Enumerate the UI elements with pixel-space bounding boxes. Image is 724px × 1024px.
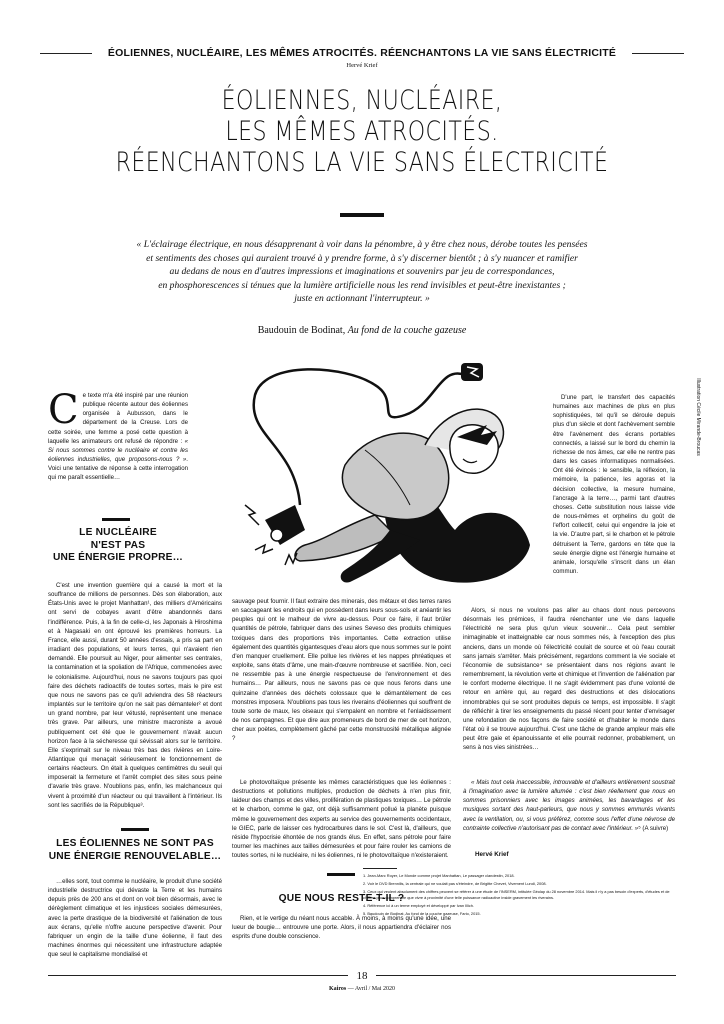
footnote: 3. Ceux qui veulent absolument des chiffres peuvent se référer à une étude de l'INSERM, intitulée Géolap du 28 novembre 2014. Mais il n'y a pas besoin d'experts, d'études et de chiffres pour comprendre que vivre à proximité d'une telle puissance radioactive inside gravement les riverains.: [363, 889, 670, 900]
heading-line: LE NUCLÉAIRE: [79, 527, 157, 538]
wind-paragraph: …elles sont, tout comme le nucléaire, le produit d'une société industrielle destructrice qui dévaste la Terre et les humains depuis près de 200 ans et dont on voit bien désormais, avec le dérèglement climatique et les injustices sociales démesurées, avec la perte drastique de la biodiversité et l'aliénation de tous aux écrans, qu'elle n'offre aucune perspective d'avenir. Pour fabriquer un engin de la taille d'une éolienne, il faut des machines énormes qui nécessitent une infrastructure adaptée que seul le capitalisme mondialisé et: [48, 878, 222, 959]
running-header-title: ÉOLIENNES, NUCLÉAIRE, LES MÊMES ATROCITÉS. RÉENCHANTONS LA VIE SANS ÉLECTRICITÉ: [107, 47, 617, 59]
heading-line: UNE ÉNERGIE RENOUVELABLE…: [48, 850, 222, 862]
heading-bar: [121, 828, 149, 831]
intro-text: e texte m'a été inspiré par une réunion publique récente autour des éoliennes organisée à Aubusson, dans le département de la Creuse. Lors de cette soirée, une femme a posé cette question à laquelle les animateurs ont refusé de répondre :: [48, 392, 188, 445]
dropcap: C: [48, 387, 79, 433]
footnotes-rule: [363, 868, 397, 869]
title-line: LES MÊMES ATROCITÉS.: [225, 116, 499, 147]
epigraph-author: Baudouin de Bodinat,: [257, 325, 346, 336]
intro-text-end: . Voici une tentative de réponse à cette interrogation qui me paraît essentielle…: [48, 456, 188, 482]
article-title: [98, 85, 626, 178]
right-quote: [463, 778, 675, 844]
nuclear-paragraph: C'est une invention guerrière qui a causé la mort et la souffrance de millions de personnes. Dès son élaboration, aux États-Unis avec le projet Manhattan¹, des milliers d'Américains ont servi de cobayes avant d'être abandonnés dans l'indifférence. Puis, à la fin de celle-ci, les Japonais à Hiroshima et à Nagasaki en ont éprouvé les premières horreurs. La France, elle aussi, durant 50 années d'essais, a pris sa part en irradiant des populations, et leurs terres, qui n'avaient rien demandé. Elle poursuit au Niger, pour alimenter ses centrales, la contamination et la spoliation de l'Afrique, commencées avec le colonialisme. Aujourd'hui, nous ne savons toujours pas quoi faire des déchets radioactifs de toutes sortes, mais le pire est que nous ne savons pas ce qu'il adviendra des 58 réacteurs implantés sur le territoire qu'on ne sait pas démanteler² et dont un grand nombre, par leur vétusté, représentent une menace très grave. Par ailleurs, une ministre macroniste a avoué publiquement cet été que le gouvernement n'avait aucun horizon face à la sécheresse qui sévissait alors sur le territoire. Elle s'exprimait sur le niveau très bas des rivières en Loire-Atlantique qui menaçait sérieusement le fonctionnement de certains réacteurs. On était à quelques centimètres du seuil qui imposerait la fermeture et l'arrêt complet des sites sous peine d'avarie très grave. N'oublions pas, enfin, les malchanceux qui vivent à proximité d'un réacteur ou qui travaillent à l'intérieur. Ils sont les sacrifiés de la République³.: [48, 582, 222, 809]
epigraph-work: Au fond de la couche gazeuse: [347, 325, 467, 336]
middle-paragraph: Le photovoltaïque présente les mêmes caractéristiques que les éoliennes : destructions et pollutions multiples, production de déchets à n'en plus finir, laideur des champs et des villes, prolifération de plastiques toxiques… Le pétrole et le charbon, comme le gaz, ont déjà suffisamment pollué la planète puisque même le gouvernement des experts au service des gouvernements occidentaux, le GIEC, parle de laisser ces hydrocarbures dans le sol. C'est là, d'ailleurs, que réside l'hypocrisie éhontée de nos grands élus. En effet, sans pétrole pour faire tourner les machines aux tailles démesurées et pour faire rouler les camions de toutes sortes, ni le nucléaire, ni les éoliennes, ni le photovoltaïque n'existeraient.: [232, 779, 451, 860]
heading-nuclear: [48, 527, 188, 565]
illustration: [225, 355, 545, 600]
illustration-credit: [688, 350, 701, 490]
intro-quote: « Si nous sommes contre le nucléaire et contre les éoliennes industrielles, que proposons-nous ? »: [48, 437, 188, 464]
title-line: ÉOLIENNES, NUCLÉAIRE,: [221, 85, 503, 116]
right-quote-text: « Mais tout cela inaccessible, introuvable et d'ailleurs entièrement soustrait à l'imagination avec la lumière allumée : c'est bien réellement que nous en sommes prisonniers avec les images animées, les bavardages et les musiques sortant des haut-parleurs, que nous y sommes emmurés vivants avec la ventilation, ou, si vous préférez, comme sous l'effet d'une névrose de contrainte collective n'autorisant pas de contact avec l'intérieur. »: [463, 779, 675, 832]
right-text-b: [463, 606, 675, 770]
middle-paragraph: Rien, et le vertige du néant nous accable. À moins, à moins qu'une idée, une lueur de bougie… entrouvre une porte. Alors, il nous appartiendra d'éclairer nos esprits d'une double conscience.: [232, 915, 451, 941]
footnote: 1. Jean-Marc Royer, Le Monde comme projet Manhattan, Le passager clandestin, 2018.: [363, 873, 515, 878]
footnote: 4. Référence ici à un terme employé et développé par Ivan Illich.: [363, 903, 474, 909]
epigraph-line: en phosphorescences si ténues que la lumière artificielle nous les rend invisibles et peut-être inexistantes ;: [158, 279, 566, 291]
heading-bar: [327, 873, 355, 876]
epigraph-line: au dedans de nous en d'autres impressions et imaginations et souvenirs par jeu de correspondances,: [169, 266, 555, 278]
heading-line: LES ÉOLIENNES NE SONT PAS: [56, 838, 214, 849]
right-quote-suffix: ⁵ (A suivre): [638, 824, 669, 832]
epigraph-line: juste en actionnant l'interrupteur. »: [294, 293, 430, 305]
middle-text-c: [232, 914, 451, 954]
spark-icon: [245, 505, 259, 525]
heading-what-remains: QUE NOUS RESTE-T-IL ?: [278, 893, 405, 904]
epigraph-source: [0, 325, 724, 336]
intro-column: [48, 387, 188, 509]
magazine-name: Kairos: [329, 986, 347, 992]
right-paragraph: Alors, si nous ne voulons pas aller au chaos dont nous percevons désormais les prémices, il faudra réenchanter une vie dans laquelle l'électricité ne sera plus qu'un vieux souvenir… Cela peut sembler inimaginable et inatteignable car nous sommes nés, à l'exception des plus anciens, dans un monde où l'électricité coulait de source et où l'eau courait sans jamais s'arrêter. Mais précisément, regardons comment la vie sociale et l'économie de subsistance⁴ se présentaient dans nos régions avant le remembrement, la révolution verte et chimique et l'invention de l'aliénation par le confort moderne électrique. Il ne s'agit évidemment pas d'une volonté de retour en arrière qui, au regard des destructions et des dislocations innombrables qui se sont produites depuis ce temps, est impossible. Il s'agit de réfléchir à tirer les enseignements du passé récent pour tenter d'envisager une refondation de nos façons de faire société et d'habiter le monde dans l'état où il se trouve aujourd'hui. C'est une tâche de grande ampleur mais elle peut être gaie et épanouissante et elle pourrait redonner, probablement, un sens à nos vies sinistrées…: [463, 607, 675, 752]
epigraph-line: « L'éclairage électrique, en nous désapprenant à voir dans la pénombre, à y être chez nous, dérobe toutes les pensées: [136, 239, 588, 250]
heading-wind: [40, 838, 230, 863]
issue-date: — Avril / Mai 2020: [346, 986, 395, 992]
title-underline: [340, 213, 384, 217]
page-number: 18: [356, 970, 368, 982]
right-paragraph: D'une part, le transfert des capacités humaines aux machines de plus en plus sophistiquées, tel qu'il se déroule depuis plus d'un siècle et dont l'achèvement semble être l'avènement des écrans portables connectés, a laissé sur le bord du chemin la richesse de nos âmes, car elle ne rentre pas dans les cases informatiques normalisées. Ont été évincés : le sensible, la réflexion, la mémoire, la patience, les agoras et la décision collective, la mesure humaine, l'ancrage à la terre…, parmi tant d'autres choses. Cette substitution nous laisse vide de nous-mêmes et orphelins du goût de l'effort collectif, celui qui engendre la joie et la vie. D'autre part, si le charbon et le pétrole détruisent la Terre, gardons en tête que la seule énergie digne est l'énergie humaine et animale, lorsqu'elle s'inscrit dans un élan commun.: [553, 394, 675, 575]
epigraph-line: et sentiments des choses qui auraient trouvé à y prendre forme, à s'y discerner bientôt ; à s'y nuancer et ramifier: [146, 252, 578, 264]
heading-line: UNE ÉNERGIE PROPRE…: [52, 552, 184, 563]
author-signature: Hervé Krief: [475, 851, 509, 858]
header-rule-right: [632, 53, 684, 54]
wind-text: [48, 877, 222, 959]
footnotes: [363, 873, 670, 920]
footer-issue: [0, 986, 724, 992]
right-text-a: [553, 393, 675, 598]
footnote: 2. Voir le DVD Brennilis, la centrale qui ne voulait pas s'éteindre, de Brigitte Chevet, Vivement Lundi, 2008.: [363, 881, 547, 887]
middle-text-b: [232, 778, 451, 870]
header-rule-left: [40, 53, 92, 54]
title-line: RÉENCHANTONS LA VIE SANS ÉLECTRICITÉ: [115, 147, 609, 178]
nuclear-text: [48, 581, 222, 835]
spark-icon: [255, 545, 273, 553]
heading-bar: [102, 518, 130, 521]
running-header-author: Hervé Krief: [346, 62, 378, 69]
epigraph: [92, 238, 632, 306]
lamp-icon: [265, 505, 305, 545]
middle-paragraph: sauvage peut fournir. Il faut extraire des minerais, des métaux et des terres rares en saccageant les endroits qui en possèdent dans leurs sous-sols et anéantir les peuples qui ont le malheur de vivre au-dessus. Pour ce faire, il faut brûler quantités de pétrole, fabriquer dans des usines Seveso des produits chimiques toxiques dans des proportions très importantes. Cette extraction utilise également des quantités gigantesques d'eau alors que nous sommes sur le point d'en manquer cruellement. Elle pollue les rivières et les nappes phréatiques et exploite, sans états d'âme, une main-d'œuvre nombreuse et sacrifiée. Non, ceci ne ressemble pas à une énergie respectueuse de l'environnement et des humains… Par ailleurs, nous ne savons pas ce que nous ferons dans une quinzaine d'années des déchets colossaux que le démantèlement de ces monstres imposera. N'oublions pas tous les riverains d'éoliennes qui souffrent de toute sorte de maux, les oiseaux qui s'empalent en nombre et l'enlaidissement de nos campagnes. Et que dire aux promeneurs de bord de mer de cet horizon, cher aux poètes, complètement gâché par cette monstruosité métallique alignée ?: [232, 598, 451, 743]
heading-line: N'EST PAS: [90, 539, 146, 551]
footnote: 5. Baudouin de Bodinat, Au fond de la couche gazeuse, Fario, 2015.: [363, 911, 481, 917]
illustration-credit-text: Illustration Cécile Mirande-Broucas: [695, 378, 701, 456]
middle-text-a: [232, 597, 451, 771]
